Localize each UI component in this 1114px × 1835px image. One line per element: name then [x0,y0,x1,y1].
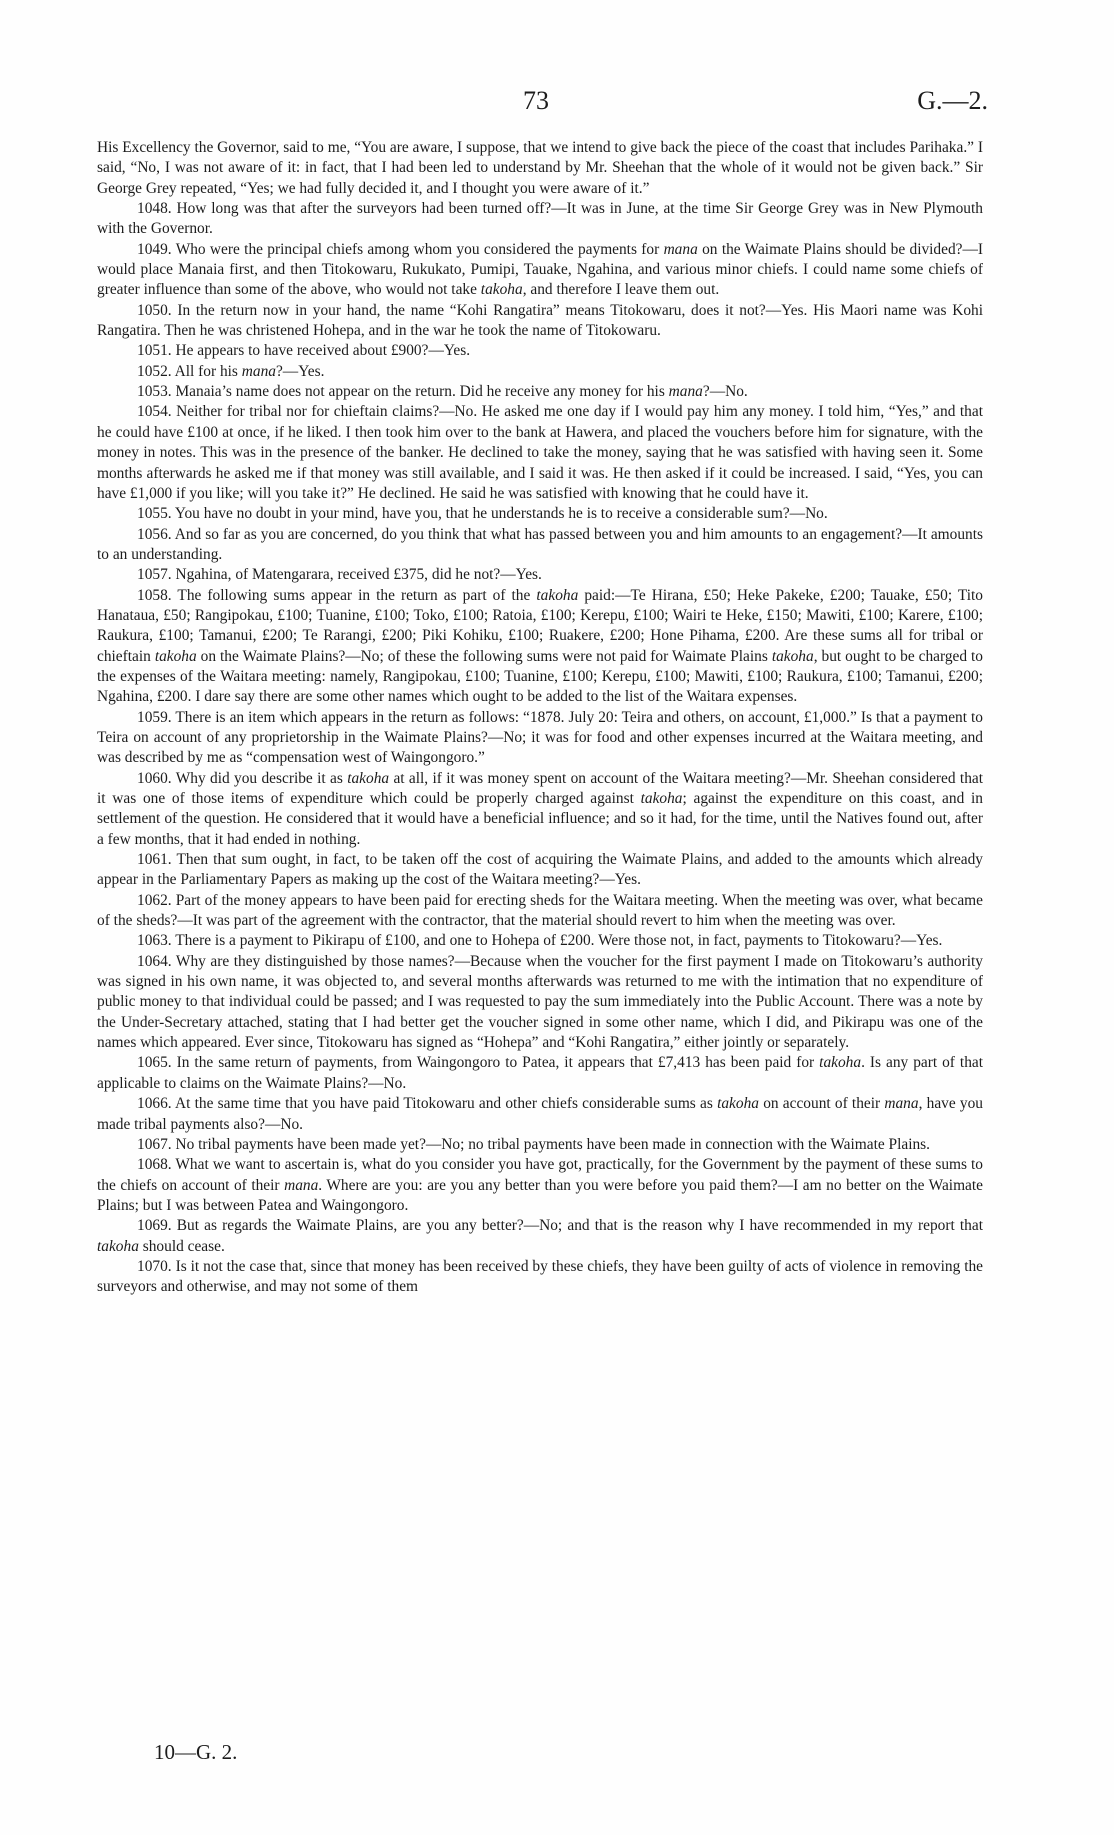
paragraph [97,850,983,891]
question-number: 1061. [137,851,177,869]
question-number: 1052. [137,362,175,380]
question-number: 1066. [137,1095,176,1113]
paragraph [97,952,983,1054]
paragraph [97,1094,983,1135]
paragraph [97,341,983,361]
paragraph-text: At the same time that you have paid Titokowaru and other chiefs considerable sums as takoha on account of their mana, have you made tribal payments also?—No. [97,1095,983,1133]
question-number: 1054. [137,403,177,421]
question-number: 1060. [137,769,176,787]
question-number: 1057. [137,566,176,584]
paragraph [97,525,983,566]
question-number: 1053. [137,383,176,401]
question-number: 1062. [137,891,176,909]
paragraph-text: And so far as you are concerned, do you think that what has passed between you and him amounts to an engagement?—It amounts to an understanding. [97,525,983,563]
paragraph-text: Neither for tribal nor for chieftain claims?—No. He asked me one day if I would pay him any money. I told him, “Yes,” and that he could have £100 at once, if he liked. I then took him over to the bank at Hawera, and placed the vouchers before him for signature, with the money in notes. This was in the presence of the banker. He declined to take the money, saying that he was satisfied with having seen it. Some months afterwards he asked me if that money was still available, and I said it was. He then asked if it could be increased. I said, “Yes, you can have £1,000 if you like; will you take it?” He declined. He said he was satisfied with knowing that he could have it. [97,403,983,502]
paragraph-text: No tribal payments have been made yet?—No; no tribal payments have been made in connection with the Waimate Plains. [175,1135,931,1153]
question-number: 1058. [137,586,178,604]
document-code: G.—2. [917,86,988,115]
question-number: 1050. [137,301,178,319]
paragraph-text: In the same return of payments, from Waingongoro to Patea, it appears that £7,413 has been paid for takoha. Is any part of that applicable to claims on the Waimate Plains?—No. [97,1054,984,1092]
paragraph [97,1216,983,1257]
paragraph-text: In the return now in your hand, the name “Kohi Rangatira” means Titokowaru, does it not?—Yes. His Maori name was Kohi Rangatira. Then he was christened Hohepa, and in the war he took the name of Titokowaru. [97,301,984,340]
paragraph-text: All for his mana?—Yes. [174,362,325,380]
paragraph-text: There is a payment to Pikirapu of £100, and one to Hohepa of £200. Were those not, in fact, payments to Titokowaru?—Yes. [175,932,943,950]
paragraph [97,1053,983,1094]
paragraph-text: You have no doubt in your mind, have you, that he understands he is to receive a considerable sum?—No. [174,505,828,523]
body-text [97,138,983,1298]
paragraph [97,1257,983,1298]
page-number: 73 [523,86,549,115]
paragraph-text: He appears to have received about £900?—Yes. [175,342,471,360]
paragraph [97,565,983,585]
paragraph [97,708,983,769]
footer-signature: 10—G. 2. [154,1740,238,1764]
question-number: 1048. [137,200,177,218]
question-number: 1065. [137,1054,177,1072]
paragraph [97,769,983,850]
question-number: 1070. [137,1257,176,1275]
question-number: 1056. [137,525,175,543]
paragraph-text: There is an item which appears in the return as follows: “1878. July 20: Teira and others, on account, £1,000.” Is that a payment to Teira on account of any proprietorship in the Waimate Plains?—No; it was for food and other expenses incurred at the Waitara meeting, and was described by me as “compensation west of Waingongoro.” [97,708,983,767]
paragraph-text: Part of the money appears to have been paid for erecting sheds for the Waitara meeting. When the meeting was over, what became of the sheds?—It was part of the agreement with the contractor, that the material should revert to him when the meeting was over. [97,891,983,930]
paragraph [97,138,983,199]
question-number: 1068. [137,1156,176,1174]
paragraph-text: The following sums appear in the return as part of the takoha paid:—Te Hirana, £50; Heke Pakeke, £200; Tauake, £50; Tito Hanataua, £50; Rangipokau, £100; Tuanine, £100; Toko, £100; Ratoia, £100; Kerepu, £100; Wairi te Heke, £150; Mawiti, £100; Karere, £100; Raukura, £100; Tamanui, £200; Te Rarangi, £200; Piki Kohiku, £100; Ruakere, £200; Hone Pihama, £200. Are these sums all for tribal or chieftain takoha on the Waimate Plains?—No; of these the following sums were not paid for Waimate Plains takoha, but ought to be charged to the expenses of the Waitara meeting: namely, Rangipokau, £100; Tuanine, £100; Kerepu, £100; Mawiti, £100; Raukura, £100; Tamanui, £200; Ngahina, £200. I dare say there are some other names which ought to be added to the list of the Waitara expenses. [97,586,984,706]
paragraph-text: Who were the principal chiefs among whom you considered the payments for mana on the Waimate Plains should be divided?—I would place Manaia first, and then Titokowaru, Rukukato, Pumipi, Tauake, Ngahina, and various minor chiefs. I could name some chiefs of greater influence than some of the above, who would not take takoha, and therefore I leave them out. [97,240,984,299]
paragraph [97,402,983,504]
paragraph [97,382,983,402]
question-number: 1049. [137,240,176,258]
paragraph [97,199,983,240]
question-number: 1064. [137,952,176,970]
paragraph-text: His Excellency the Governor, said to me, “You are aware, I suppose, that we intend to give back the piece of the coast that includes Parihaka.” I said, “No, I was not aware of it: in fact, that I had been led to understand by Mr. Sheehan that the whole of it would not be given back.” Sir George Grey repeated, “Yes; we had fully decided it, and I thought you were aware of it.” [97,139,983,197]
question-number: 1059. [137,708,176,726]
paragraph [97,362,983,382]
question-number: 1055. [137,505,175,523]
paragraph [97,1155,983,1216]
paragraph [97,301,983,342]
paragraph [97,891,983,932]
paragraph-text: But as regards the Waimate Plains, are you any better?—No; and that is the reason why I have recommended in my report that takoha should cease. [97,1217,983,1255]
paragraph-text: Why did you describe it as takoha at all, if it was money spent on account of the Waitara meeting?—Mr. Sheehan considered that it was one of those items of expenditure which could be properly charged against takoha; against the expenditure on this coast, and in settlement of the question. He considered that it would have a beneficial influence; and so it had, for the time, until the Natives found out, after a few months, that it had ended in nothing. [97,769,983,848]
paragraph [97,586,983,708]
paragraph-text: How long was that after the surveyors had been turned off?—It was in June, at the time Sir George Grey was in New Plymouth with the Governor. [97,200,983,238]
question-number: 1063. [137,932,176,950]
paragraph [97,931,983,951]
paragraph-text: Ngahina, of Matengarara, received £375, did he not?—Yes. [175,566,542,584]
paragraph-text: Why are they distinguished by those names?—Because when the voucher for the first payment I made on Titokowaru’s authority was signed in his own name, it was objected to, and several months afterwards was returned to me with the intimation that no expenditure of public money to that individual could be passed; and I was requested to pay the sum immediately into the Public Account. There was a note by the Under-Secretary attached, stating that I had better get the voucher signed in some other name, which I did, and Pikirapu was one of the names which appeared. Ever since, Titokowaru has signed as “Hohepa” and “Kohi Rangatira,” either jointly or separately. [97,952,983,1052]
paragraph-text: Then that sum ought, in fact, to be taken off the cost of acquiring the Waimate Plains, and added to the amounts which already appear in the Parliamentary Papers as making up the cost of the Waitara meeting?—Yes. [97,851,983,889]
paragraph-text: Is it not the case that, since that money has been received by these chiefs, they have been guilty of acts of violence in removing the surveyors and otherwise, and may not some of them [97,1257,983,1296]
paragraph [97,1135,983,1155]
page-header [0,86,1114,126]
paragraph [97,504,983,524]
paragraph-text: What we want to ascertain is, what do you consider you have got, practically, for the Government by the payment of these sums to the chiefs on account of their mana. Where are you: are you any better than you were before you paid them?—I am no better on the Waimate Plains; but I was between Patea and Waingongoro. [97,1156,983,1214]
question-number: 1067. [137,1135,176,1153]
paragraph [97,240,983,301]
question-number: 1069. [137,1217,177,1235]
paragraph-text: Manaia’s name does not appear on the return. Did he receive any money for his mana?—No. [175,383,748,401]
question-number: 1051. [137,342,176,360]
